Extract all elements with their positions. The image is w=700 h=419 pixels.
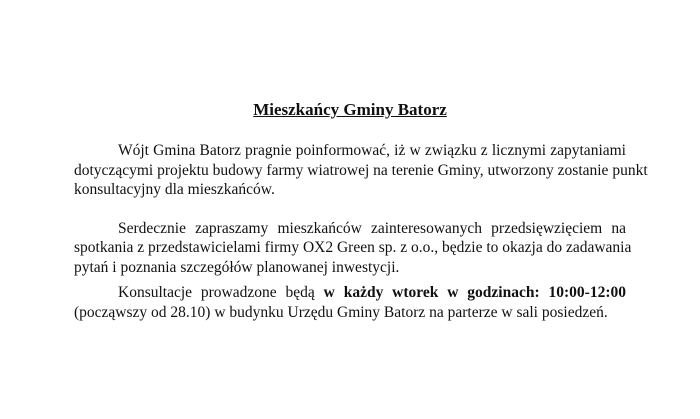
text-line: dotyczącymi projektu budowy farmy wiatrowej na terenie Gminy, utworzony zostanie punkt: [74, 161, 648, 179]
paragraph-invitation: [74, 219, 632, 278]
text-line: pytań i poznania szczegółów planowanej inwestycji.: [74, 258, 400, 276]
text-line: spotkania z przedstawicielami firmy OX2 Green sp. z o.o., będzie to okazja do zadawania: [74, 239, 632, 256]
text-line: Serdecznie zapraszamy mieszkańców zainteresowanych przedsięwzięciem na: [118, 219, 626, 237]
text-line: konsultacyjny dla mieszkańców.: [74, 181, 275, 198]
document-body: [74, 100, 648, 322]
text-line: [74, 283, 626, 303]
text-line: (począwszy od 28.10) w budynku Urzędu Gminy Batorz na parterze w sali posiedzeń.: [74, 303, 608, 321]
schedule-time: w każdy wtorek w godzinach: 10:00-12:00: [323, 284, 626, 301]
document-title: Mieszkańcy Gminy Batorz: [253, 100, 447, 119]
paragraph-intro: [74, 141, 648, 200]
text-line: Wójt Gmina Batorz pragnie poinformować, iż w związku z licznymi zapytaniami: [118, 142, 626, 159]
paragraph-schedule: [74, 283, 626, 322]
schedule-intro: Konsultacje prowadzone będą: [118, 284, 315, 301]
